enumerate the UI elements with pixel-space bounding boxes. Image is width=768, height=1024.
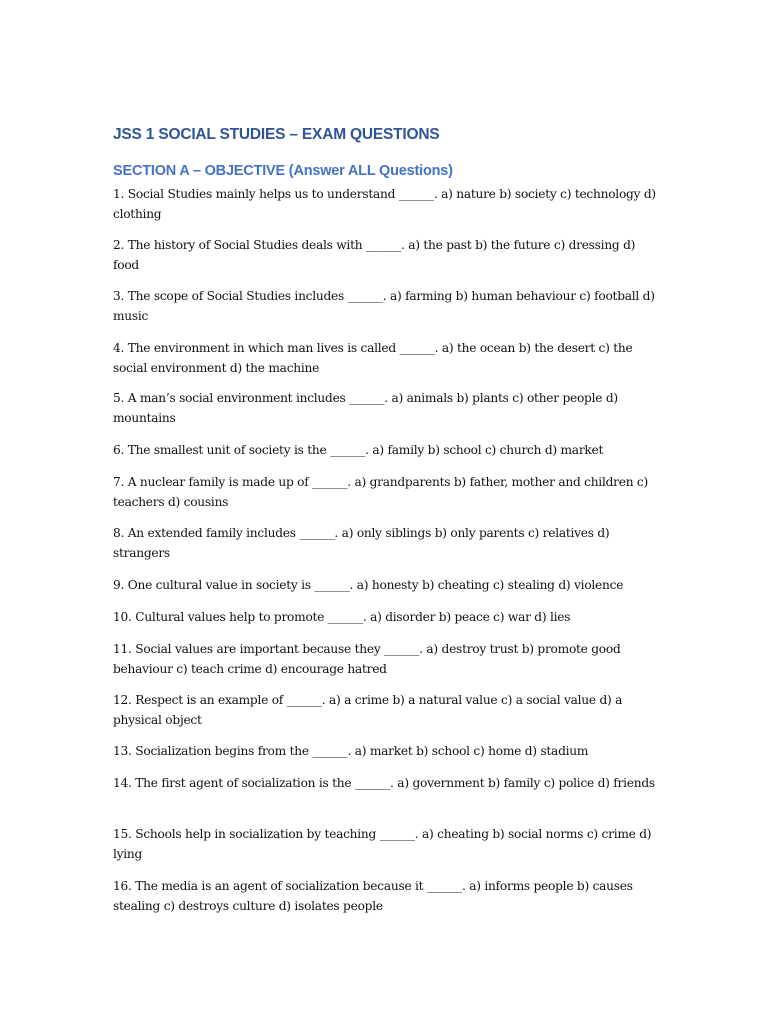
- question-item: 1. Social Studies mainly helps us to understand ______. a) nature b) society c) technology d) clothing: [113, 187, 656, 221]
- question-item: 4. The environment in which man lives is called ______. a) the ocean b) the desert c) the social environment d) the machine: [113, 341, 633, 375]
- question-item: 8. An extended family includes ______. a) only siblings b) only parents c) relatives d) strangers: [113, 526, 610, 560]
- question-item: 2. The history of Social Studies deals with ______. a) the past b) the future c) dressing d) food: [113, 238, 636, 272]
- section-heading: SECTION A – OBJECTIVE (Answer ALL Questions): [113, 163, 453, 179]
- question-item: 6. The smallest unit of society is the ______. a) family b) school c) church d) market: [113, 443, 604, 457]
- question-item: 12. Respect is an example of ______. a) a crime b) a natural value c) a social value d) a physical object: [113, 693, 623, 727]
- question-item: 15. Schools help in socialization by teaching ______. a) cheating b) social norms c) crime d) lying: [113, 827, 652, 861]
- question-item: 7. A nuclear family is made up of ______. a) grandparents b) father, mother and children c) teachers d) cousins: [113, 475, 648, 509]
- question-item: 10. Cultural values help to promote ______. a) disorder b) peace c) war d) lies: [113, 610, 571, 624]
- question-item: 14. The first agent of socialization is the ______. a) government b) family c) police d) friends: [113, 776, 655, 790]
- question-item: 11. Social values are important because they ______. a) destroy trust b) promote good behaviour c) teach crime d) encourage hatred: [113, 642, 621, 676]
- question-item: 9. One cultural value in society is ______. a) honesty b) cheating c) stealing d) violence: [113, 578, 624, 592]
- question-item: 13. Socialization begins from the ______. a) market b) school c) home d) stadium: [113, 744, 589, 758]
- document-title: JSS 1 SOCIAL STUDIES – EXAM QUESTIONS: [113, 126, 440, 143]
- question-item: 5. A man’s social environment includes ______. a) animals b) plants c) other people d) mountains: [113, 391, 618, 425]
- question-item: 3. The scope of Social Studies includes ______. a) farming b) human behaviour c) football d) music: [113, 289, 655, 323]
- question-item: 16. The media is an agent of socialization because it ______. a) informs people b) causes stealing c) destroys culture d) isolates people: [113, 879, 633, 913]
